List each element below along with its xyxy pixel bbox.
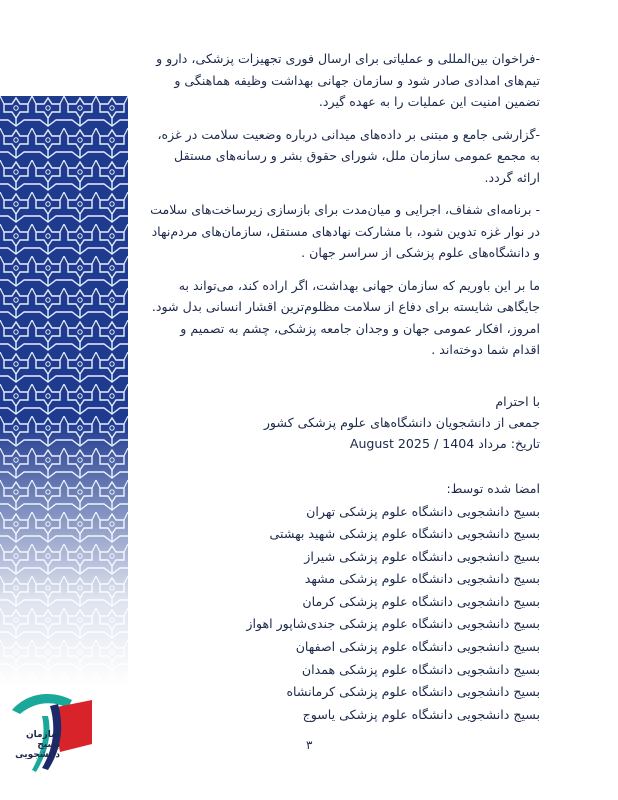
date-line [150,433,540,454]
signer-item: بسیج دانشجویی دانشگاه علوم پزشکی تهران [306,503,540,519]
signer-item: بسیج دانشجویی دانشگاه علوم پزشکی کرمان [302,593,540,609]
date-label: تاریخ: مرداد 1404 / [429,435,540,451]
paragraph: - برنامه‌ای شفاف، اجرایی و میان‌مدت برای بازسازی زیرساخت‌های سلامت در نوار غزه تدوین شود، با مشارکت نهادهای مستقل، سازمان‌های مردم‌نهاد و دانشگاه‌های علوم پزشکی از سراسر جهان . [150,202,540,260]
paragraph: -فراخوان بین‌المللی و عملیاتی برای ارسال فوری تجهیزات پزشکی، دارو و تیم‌های امدادی صادر شود و سازمان جهانی بهداشت وظیفه هماهنگی و تضمین امنیت این عملیات را به عهده گیرد. [156,51,540,109]
logo-line: بسیج [37,740,60,750]
signer-item: بسیج دانشجویی دانشگاه علوم پزشکی همدان [301,661,540,677]
signer-item: بسیج دانشجویی دانشگاه علوم پزشکی یاسوج [302,706,540,722]
logo-line: دانشجویی [15,750,60,760]
signers-list [150,501,540,727]
signer-item: بسیج دانشجویی دانشگاه علوم پزشکی مشهد [304,571,540,587]
date-value: August 2025 [349,435,430,451]
islamic-pattern [0,96,128,686]
decorative-pattern-strip [0,96,128,686]
logo-line: سازمان [25,730,60,740]
sender-line: جمعی از دانشجویان دانشگاه‌های علوم پزشکی کشور [263,414,540,430]
letter-body [150,48,540,726]
closing-block [150,391,540,454]
signer-item: بسیج دانشجویی دانشگاه علوم پزشکی کرمانشاه [286,684,540,700]
signers-title: امضا شده توسط: [446,480,540,496]
regards-line: با احترام [495,393,540,409]
logo-text [10,730,60,760]
signer-item: بسیج دانشجویی دانشگاه علوم پزشکی اصفهان [295,639,540,655]
page-number: ۳ [306,738,313,752]
paragraph: -گزارشی جامع و مبتنی بر داده‌های میدانی درباره وضعیت سلامت در غزه، به مجمع عمومی سازمان ملل، شورای حقوق بشر و رسانه‌های مستقل ارائه گردد. [157,126,540,185]
signer-item: بسیج دانشجویی دانشگاه علوم پزشکی جندی‌شاپور اهواز [246,616,540,632]
signer-item: بسیج دانشجویی دانشگاه علوم پزشکی شیراز [304,548,540,564]
signer-item: بسیج دانشجویی دانشگاه علوم پزشکی شهید بهشتی [269,526,540,542]
paragraph: ما بر این باوریم که سازمان جهانی بهداشت، اگر اراده کند، می‌تواند به جایگاهی شایسته برای دفاع از سلامت مظلوم‌ترین اقشار انسانی بدل شود. امروز، افکار عمومی جهان و وجدان جامعه پزشکی، چشم به تصمیم و اقدام شما دوخته‌اند . [151,277,540,357]
